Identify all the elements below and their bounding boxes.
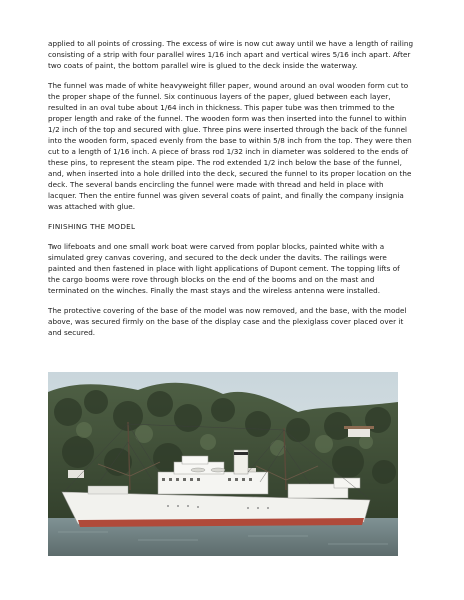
ship-model-photo bbox=[48, 372, 398, 556]
paragraph-lifeboats: Two lifeboats and one small work boat were carved from poplar blocks, painted white with a simulated grey canvas covering, and secured to the deck under the davits. The railings were painted and then fastened in place with light applications of Dupont cement. The topping lifts of the cargo booms were rove through blocks on the end of the booms and on the mast and terminated on the winches. Finally the mast stays and the wireless antenna were installed. bbox=[48, 242, 400, 295]
section-heading: FINISHING THE MODEL bbox=[48, 222, 136, 231]
document-body bbox=[48, 38, 414, 347]
paragraph-railing: applied to all points of crossing. The excess of wire is now cut away until we have a length of railing consisting of a strip with four parallel wires 1/16 inch apart and vertical wires 5/16 inch apart. After two coats of paint, the bottom parallel wire is glued to the deck inside the waterway. bbox=[48, 39, 414, 70]
ship-model-photo-icon bbox=[48, 372, 398, 556]
paragraph-funnel: The funnel was made of white heavyweight filler paper, wound around an oval wooden form cut to the proper shape of the funnel. Six continuous layers of the paper, glued between each layer, resulted in an oval tube about 1/64 inch in thickness. This paper tube was then trimmed to the proper length and rake of the funnel. The wooden form was then inserted into the funnel to within 1/2 inch of the top and secured with glue. Three pins were inserted through the back of the funnel into the wooden form, spaced evenly from the base to within 5/8 inch from the top. They were then cut to a length of 1/16 inch. A piece of brass rod 1/32 inch in diameter was soldered to the ends of these pins, to represent the steam pipe. The rod extended 1/2 inch below the base of the funnel, and, when inserted into a hole drilled into the deck, secured the funnel to its proper location on the deck. The several bands encircling the funnel were made with thread and held in place with lacquer. Then the entire funnel was given several coats of paint, and finally the company insignia was attached with glue. bbox=[48, 81, 412, 211]
paragraph-base: The protective covering of the base of the model was now removed, and the base, with the model above, was secured firmly on the base of the display case and the plexiglass cover placed over it and secured. bbox=[48, 306, 407, 337]
